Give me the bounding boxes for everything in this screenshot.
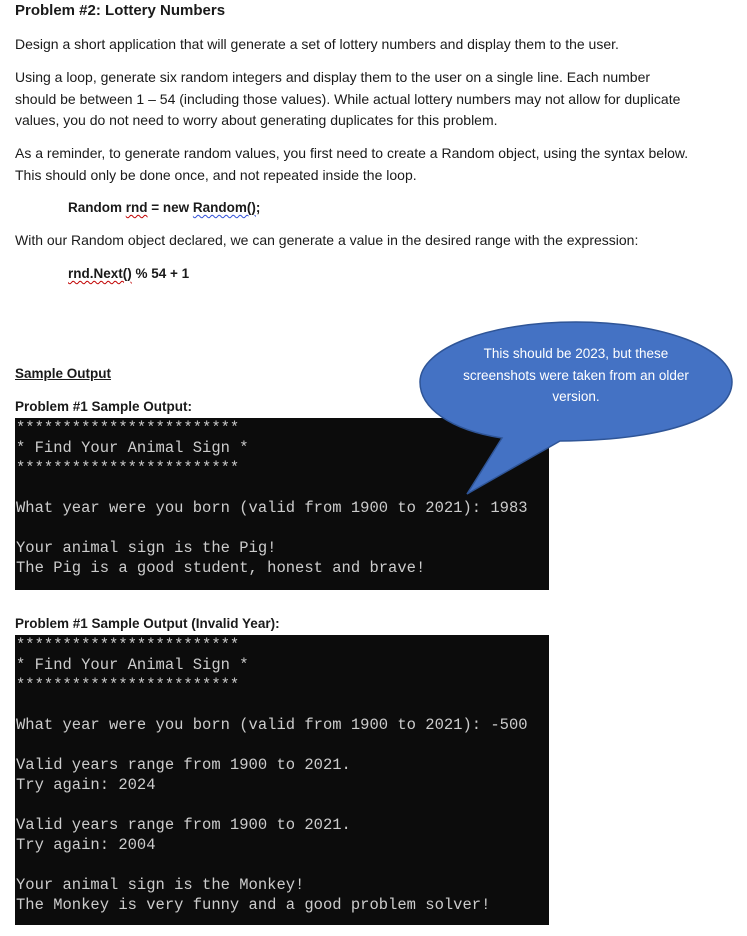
console-line: * Find Your Animal Sign * [16,439,249,457]
console-line: * Find Your Animal Sign * [16,656,249,674]
console-line: Try again: 2004 [16,836,156,854]
console-line: ************************ [16,419,240,437]
console-line: ************************ [16,459,240,477]
console-line: Your animal sign is the Monkey! [16,876,305,894]
problem-title: Problem #2: Lottery Numbers [15,2,226,19]
paragraph-expression: With our Random object declared, we can generate a value in the desired range with the expression: [15,232,639,248]
console-line: The Monkey is very funny and a good problem solver! [16,896,491,914]
paragraph-loop: Using a loop, generate six random integers and display them to the user on a single line. Each number should be between 1 – 54 (including those values). While actual lottery numbers may not allow for duplicate values, you do not need to worry about generating duplicates for this problem. [15,69,681,128]
console-line: Valid years range from 1900 to 2021. [16,756,351,774]
console-line: What year were you born (valid from 1900 to 2021): 1983 [16,499,528,517]
callout-text: This should be 2023, but these screenshots were taken from an older version. [463,346,689,404]
paragraph-intro: Design a short application that will generate a set of lottery numbers and display them to the user. [15,36,619,52]
console-line: The Pig is a good student, honest and brave! [16,559,426,577]
console-line: Your animal sign is the Pig! [16,539,277,557]
console-line: What year were you born (valid from 1900 to 2021): -500 [16,716,528,734]
code-random-declaration: Random rnd = new Random(); [68,200,261,215]
console-line: Try again: 2024 [16,776,156,794]
console2-heading: Problem #1 Sample Output (Invalid Year): [15,616,280,631]
console-window-sample-2 [15,635,549,925]
sample-output-heading: Sample Output [15,366,112,381]
console1-heading: Problem #1 Sample Output: [15,399,193,414]
console-line: Valid years range from 1900 to 2021. [16,816,351,834]
console-line: ************************ [16,636,240,654]
speech-bubble-callout [420,322,732,442]
paragraph-reminder: As a reminder, to generate random values, you first need to create a Random object, using the syntax below. This should only be done once, and not repeated inside the loop. [15,145,689,183]
code-expression: rnd.Next() % 54 + 1 [68,266,190,281]
console-line: ************************ [16,676,240,694]
